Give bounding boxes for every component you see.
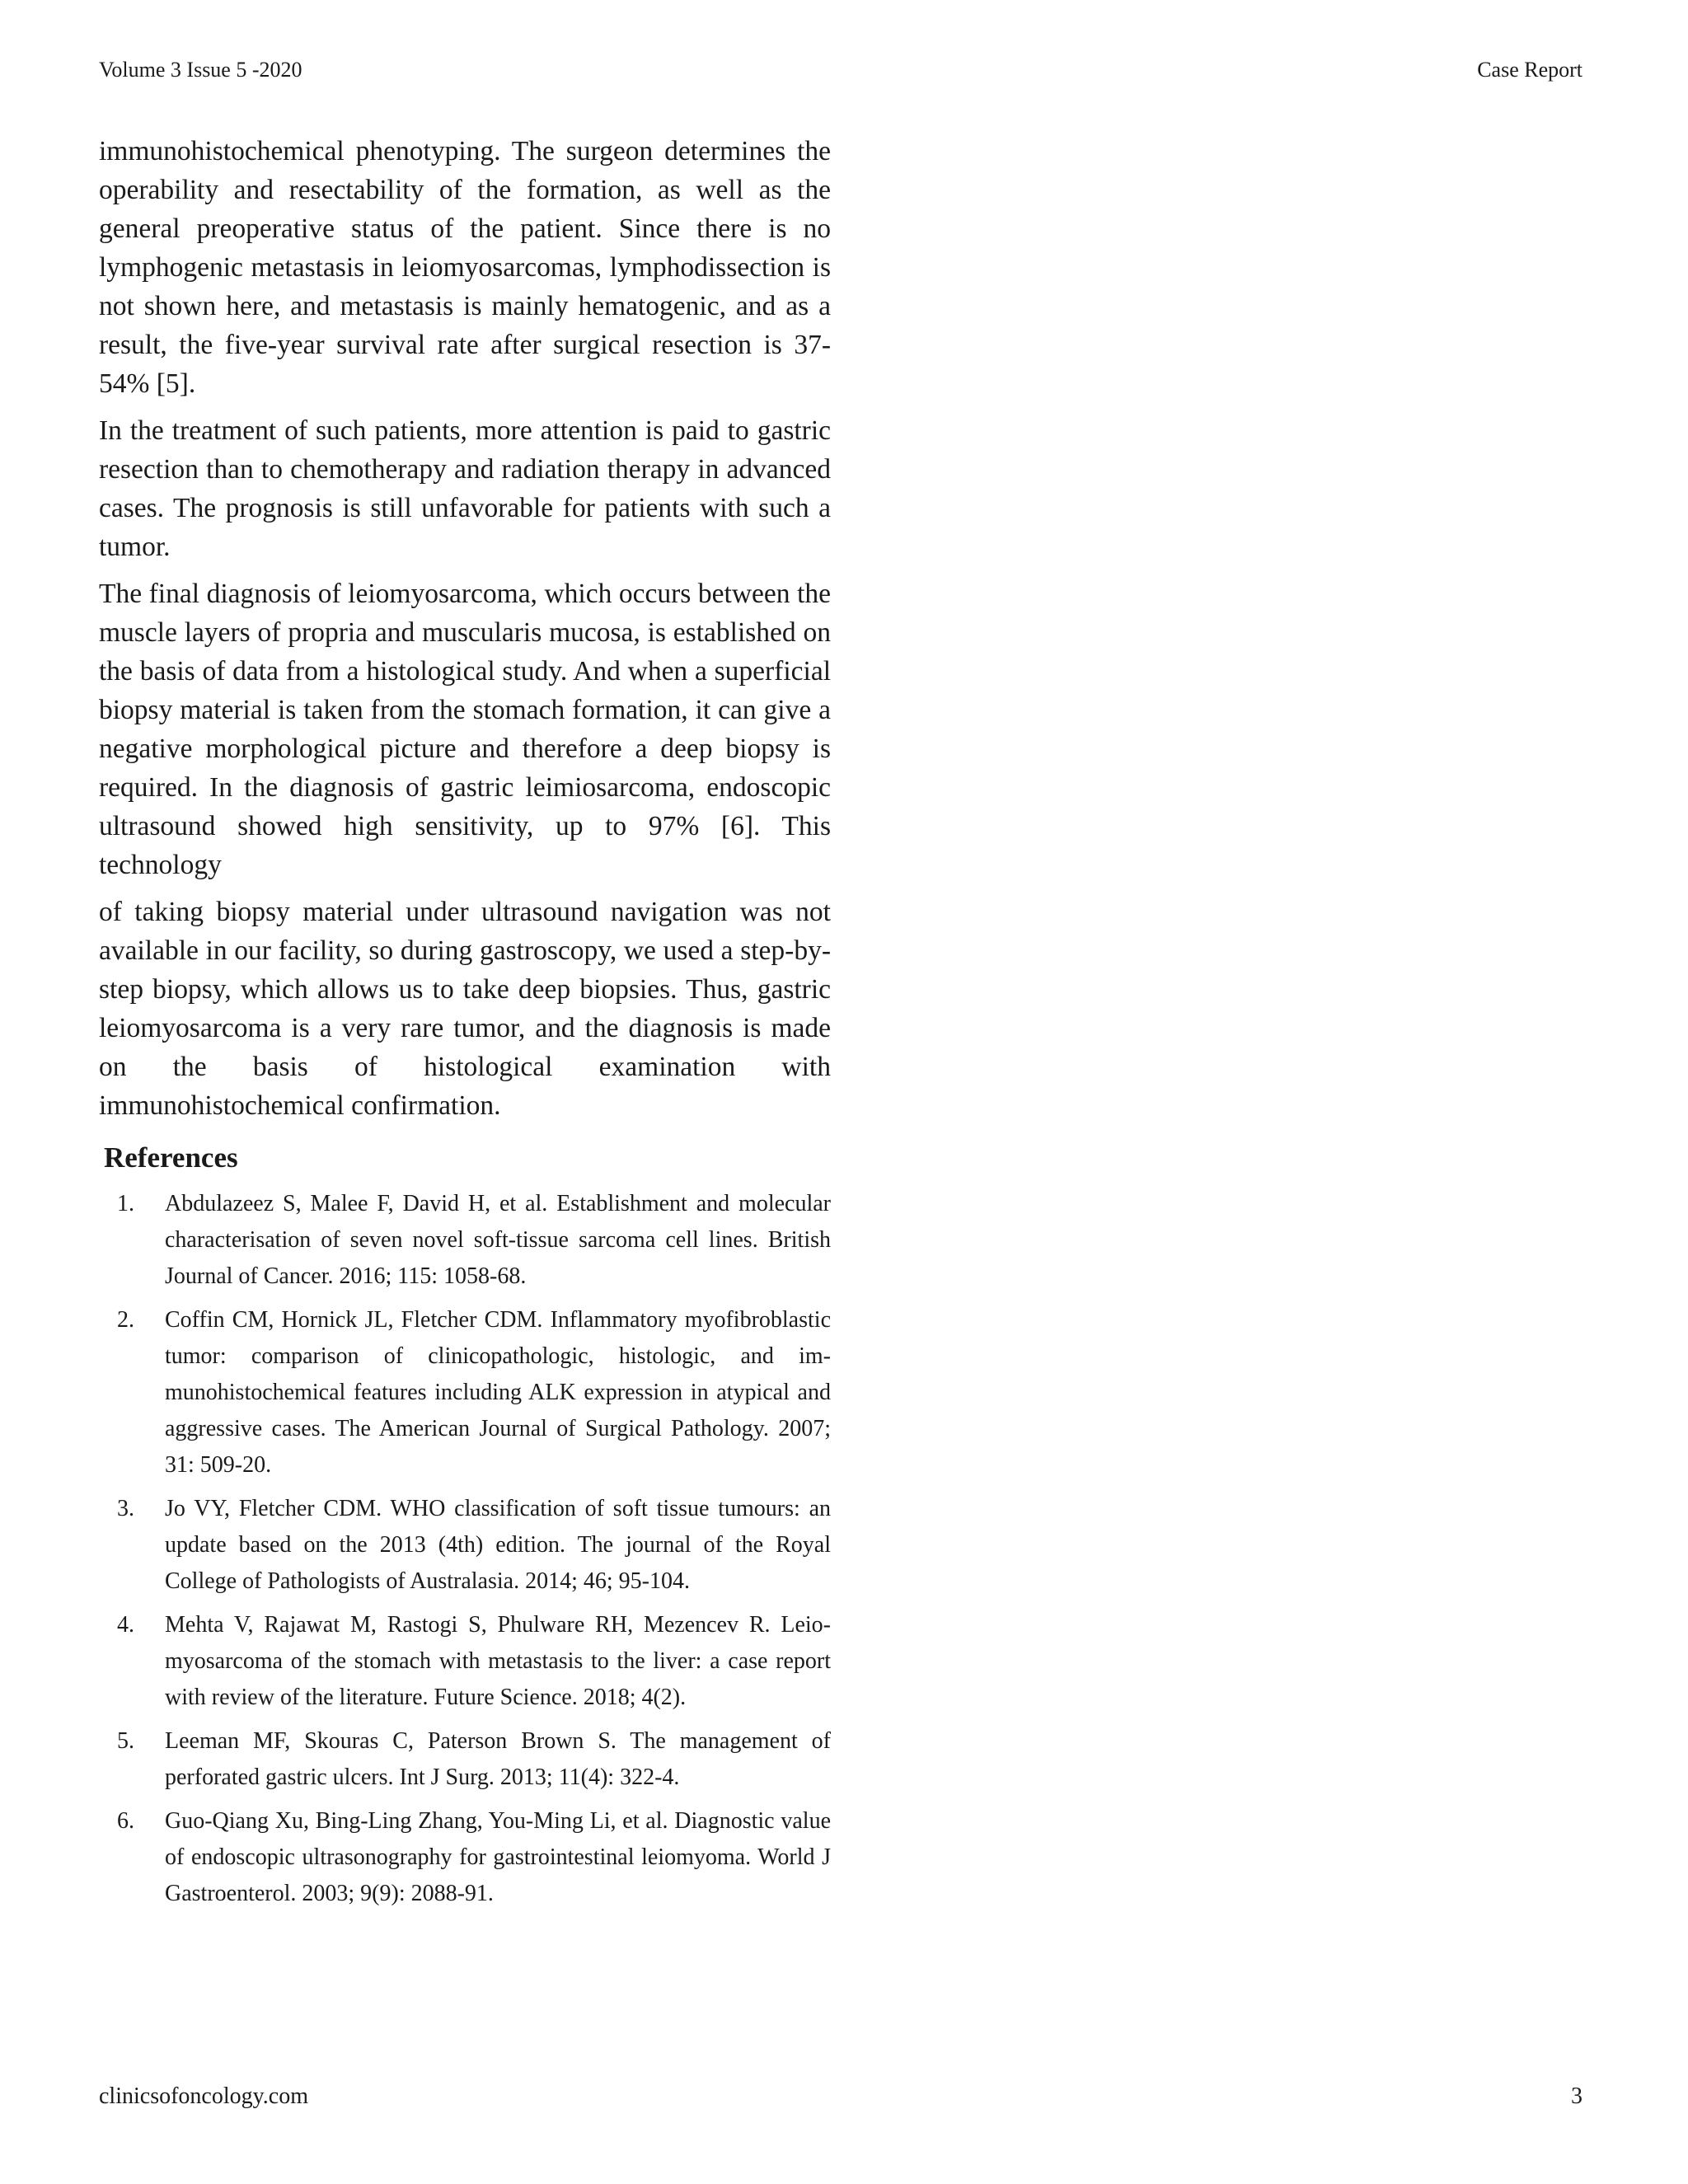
reference-item xyxy=(99,1302,831,1483)
reference-number: 2. xyxy=(117,1307,134,1333)
journal-volume-issue: Volume 3 Issue 5 -2020 xyxy=(99,58,302,82)
reference-list xyxy=(99,1186,831,1912)
reference-item xyxy=(99,1723,831,1796)
article-type: Case Report xyxy=(1477,58,1582,82)
body-paragraph: The final diagnosis of leiomyosarcoma, which occurs between the muscle layers of propria and muscularis mucosa, is established on the basis of data from a histological study. And when a superficial biopsy material is taken from the stomach formation, it can give a negative morphological picture and therefore a deep biopsy is required. In the diagnosis of gastric leimiosarcoma, endoscopic ultrasound showed high sensitivity, up to 97% [6]. This technology xyxy=(99,579,831,880)
reference-text: Guo-Qiang Xu, Bing-Ling Zhang, You-Ming Li, et al. Diagnostic value of endoscopic ultrasonography for gastrointestinal leiomyoma. World J Gastroenterol. 2003; 9(9): 2088-91. xyxy=(165,1808,831,1906)
running-header xyxy=(99,56,1582,89)
reference-text: Abdulazeez S, Malee F, David H, et al. Establishment and molecular characterisation of seven novel soft-tissue sarcoma cell lines. British Journal of Cancer. 2016; 115: 1058-68. xyxy=(165,1191,831,1289)
reference-item xyxy=(99,1186,831,1295)
reference-text: Coffin CM, Hornick JL, Fletcher CDM. Inflammatory myofibroblastic tumor: comparison of clinicopathologic, histologic, and immunohistochemical features including ALK expression in atypical and aggressive cases. The American Journal of Surgical Pathology. 2007; 31: 509-20. xyxy=(165,1307,831,1478)
page-number: 3 xyxy=(1571,2083,1582,2109)
reference-number: 5. xyxy=(117,1728,134,1754)
references-heading: References xyxy=(104,1141,238,1174)
text-column xyxy=(99,132,831,1919)
running-footer xyxy=(99,2082,1582,2115)
reference-number: 3. xyxy=(117,1496,134,1521)
reference-item xyxy=(99,1607,831,1716)
reference-text: Mehta V, Rajawat M, Rastogi S, Phulware RH, Mezencev R. Leiomyosarcoma of the stomach with metastasis to the liver: a case report with review of the literature. Future Science. 2018; 4(2). xyxy=(165,1612,831,1710)
reference-text: Leeman MF, Skouras C, Paterson Brown S. The management of perforated gastric ulcers. Int J Surg. 2013; 11(4): 322-4. xyxy=(165,1728,831,1790)
reference-item xyxy=(99,1491,831,1600)
body-paragraph: of taking biopsy material under ultrasound navigation was not available in our facility, so during gastroscopy, we used a step-by-step biopsy, which allows us to take deep biopsies. Thus, gastric leiomyosarcoma is a very rare tumor, and the diagnosis is made on the basis of histological examination with immunohistochemical confirmation. xyxy=(99,897,831,1121)
body-paragraph: In the treatment of such patients, more attention is paid to gastric resection than to chemotherapy and radiation therapy in advanced cases. The prognosis is still unfavorable for patients with such a tumor. xyxy=(99,415,831,562)
journal-website: clinicsofoncology.com xyxy=(99,2083,309,2109)
body-paragraph: immunohistochemical phenotyping. The surgeon determines the operability and resectability of the formation, as well as the general preoperative status of the patient. Since there is no lymphogenic metastasis in leiomyosarcomas, lymphodissection is not shown here, and metastasis is mainly hematogenic, and as a result, the five-year survival rate after surgical resection is 37-54% [5]. xyxy=(99,136,831,399)
reference-number: 6. xyxy=(117,1808,134,1834)
reference-number: 1. xyxy=(117,1191,134,1216)
reference-item xyxy=(99,1803,831,1912)
reference-number: 4. xyxy=(117,1612,134,1638)
reference-text: Jo VY, Fletcher CDM. WHO classification of soft tissue tumours: an update based on the 2013 (4th) edition. The journal of the Royal College of Pathologists of Australasia. 2014; 46; 95-104. xyxy=(165,1496,831,1594)
